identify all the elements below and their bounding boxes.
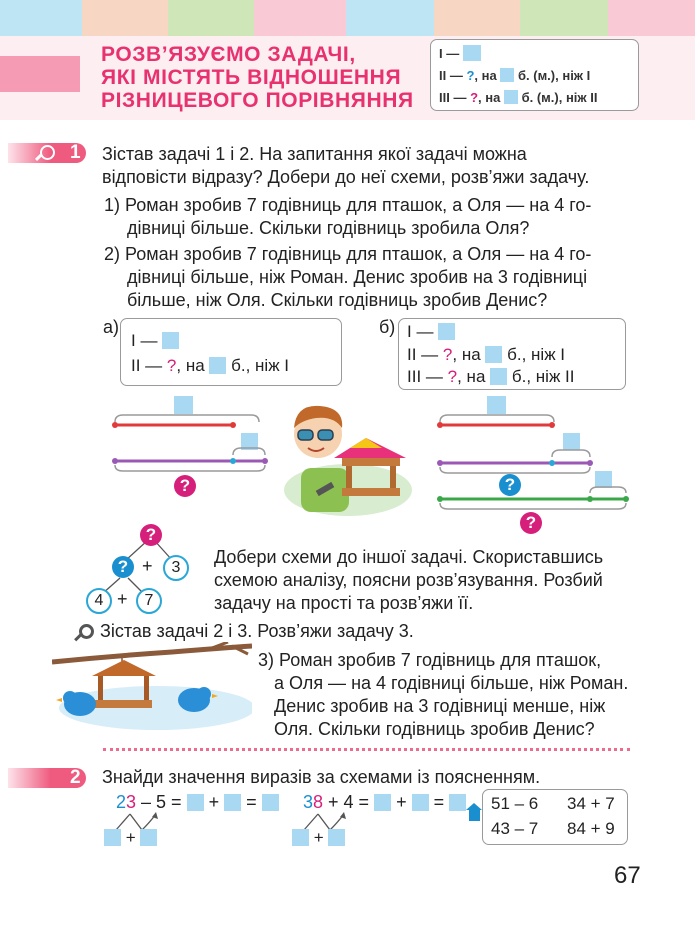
magnifier-icon [40, 145, 55, 160]
task-2-number: 2 [70, 767, 81, 788]
title-line-2: ЯКІ МІСТЯТЬ ВІДНОШЕННЯ [101, 66, 402, 89]
question-circle: ? [520, 512, 542, 534]
blank-square [140, 829, 157, 846]
other-task-text: Добери схеми до іншої задачі. Скориставшись схемою аналізу, поясни розв’язування. Розбий задачу на прості та розв’яжи її. [214, 547, 604, 613]
task-1-intro: Зістав задачі 1 і 2. На запитання якої задачі можна відповісти відразу? Добери до неї схеми, розв’яжи задачу. [102, 144, 590, 187]
blank-square [490, 368, 507, 385]
scheme-line-1: I — [439, 45, 481, 61]
task-1-number: 1 [70, 142, 81, 163]
blank-square [224, 794, 241, 811]
expression-2: 38 + 4 = + = [303, 792, 466, 813]
blank-square [463, 45, 481, 61]
compare-2-3-text: Зістав задачі 2 і 3. Розв’яжи задачу 3. [100, 621, 414, 641]
house-marker-icon [469, 810, 480, 821]
blank-square [209, 357, 226, 374]
scheme-b-box: I — II — ?, на б., ніж I III — ?, на б., ніж II [398, 318, 626, 390]
tree-right-3: 3 [163, 555, 189, 581]
task-2-tag [8, 768, 86, 788]
header-pink-tab [0, 56, 80, 92]
header-scheme-box [430, 39, 639, 111]
problem-3: 3) Роман зробив 7 годівниць для пташок, а Оля — на 4 годівниці більше, ніж Роман. Денис зробив на 3 годівниці менше, ніж Оля. Скільки годівниць зробив Денис? [258, 650, 629, 739]
tree-plus-2: + [117, 589, 128, 609]
magnifier-handle [74, 634, 82, 642]
blank-square [262, 794, 279, 811]
blank-square [449, 794, 466, 811]
blank-square [328, 829, 345, 846]
birds-feeder-illustration [52, 642, 252, 732]
scheme-a-label: а) [103, 317, 120, 337]
boy-with-birdhouse-illustration [276, 398, 416, 516]
scheme-a-box: I — II — ?, на б., ніж I [120, 318, 342, 386]
title-line-3: РІЗНИЦЕВОГО ПОРІВНЯННЯ [101, 89, 414, 112]
blank-square [162, 332, 179, 349]
scheme-line-2: II — ?, на б. (м.), ніж I [439, 68, 591, 83]
tree-bottom-4: 4 [86, 588, 112, 614]
blank-square [104, 829, 121, 846]
magnifier-icon [79, 624, 94, 639]
page-number: 67 [614, 862, 641, 889]
house-roof [466, 803, 482, 810]
problem-2: 2) Роман зробив 7 годівниць для пташок, а Оля — на 4 го- дівниці більше, ніж Роман. Денис зробив на 3 годівниці більше, ніж Оля. Скільки годівниць зробив Денис? [104, 244, 592, 310]
blank-square [374, 794, 391, 811]
question-circle: ? [174, 475, 196, 497]
expression-1: 23 – 5 = + = [116, 792, 279, 813]
problem-1: 1) Роман зробив 7 годівниць для пташок, а Оля — на 4 го- дівниці більше. Скільки годівниць зробила Оля? [104, 195, 592, 238]
blank-square [500, 68, 514, 82]
dotted-divider [103, 748, 630, 751]
scheme-line-3: III — ?, на б. (м.), ніж II [439, 90, 598, 105]
split-2: + [292, 828, 345, 848]
question-circle: ? [499, 474, 521, 496]
scheme-b-label: б) [379, 317, 396, 337]
tree-top-question: ? [140, 524, 162, 546]
tree-mid-question: ? [112, 556, 134, 578]
expressions-grid-box: 51 – 6 34 + 7 43 – 7 84 + 9 [482, 789, 628, 845]
blank-square [412, 794, 429, 811]
blank-square [438, 323, 455, 340]
title-line-1: РОЗВ’ЯЗУЄМО ЗАДАЧІ, [101, 43, 356, 66]
blank-square [504, 90, 518, 104]
tree-bottom-7: 7 [136, 588, 162, 614]
split-1: + [104, 828, 157, 848]
blank-square [485, 346, 502, 363]
task-2-text: Знайди значення виразів за схемами із поясненням. [102, 767, 541, 787]
blank-square [292, 829, 309, 846]
task-1-tag [8, 143, 86, 163]
tree-plus: + [142, 556, 153, 576]
section-title [101, 43, 414, 112]
blank-square [187, 794, 204, 811]
